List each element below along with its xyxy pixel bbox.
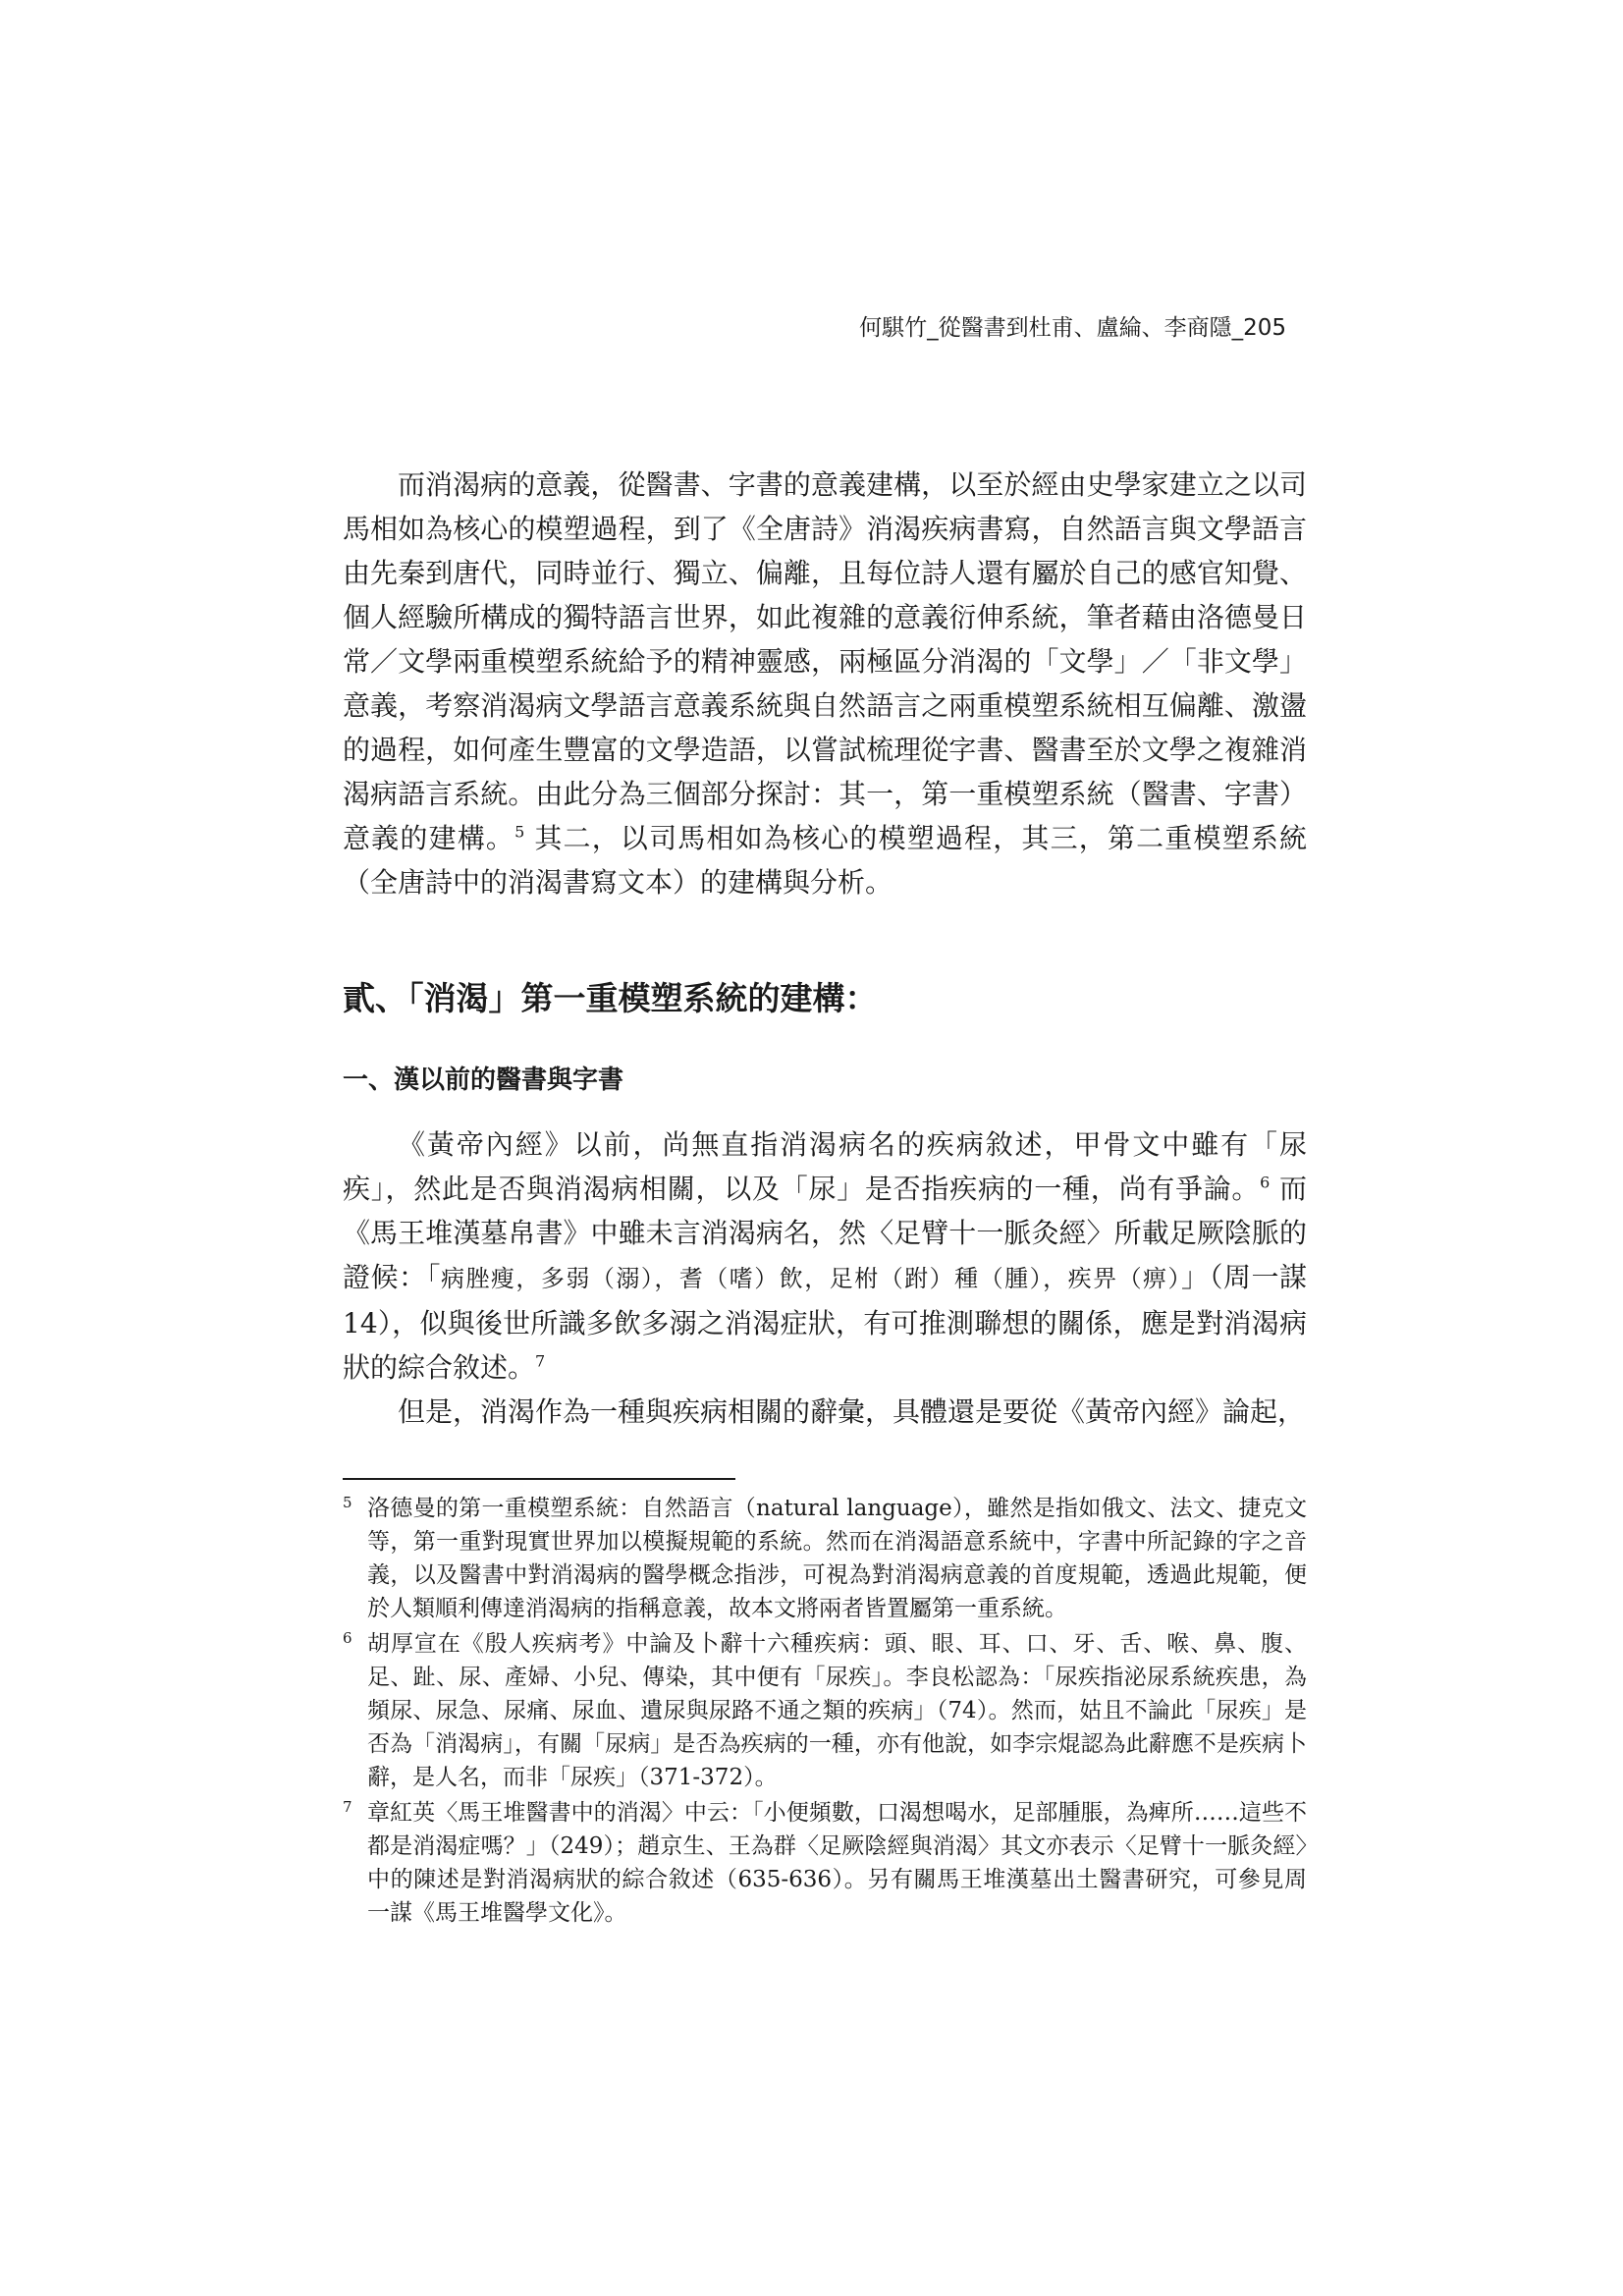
para2-text-b: 而《馬王堆漢墓帛書》中雖未言消渴病名，然〈足臂十一脈灸經〉所載足厥陰脈的證候：「 — [343, 1173, 1307, 1293]
intro-text-a: 而消渴病的意義，從醫書、字書的意義建構，以至於經由史學家建立之以司馬相如為核心的模塑過程，到了《全唐詩》消渴疾病書寫，自然語言與文學語言由先秦到唐代，同時並行、獨立、偏離，且每位詩人還有屬於自己的感官知覺、個人經驗所構成的獨特語言世界，如此複雜的意義衍伸系統，筆者藉由洛德曼日常／文學兩重模塑系統給予的精神靈感，兩極區分消渴的「文學」／「非文學」意義，考察消渴病文學語言意義系統與自然語言之兩重模塑系統相互偏離、激盪的過程，如何產生豐富的文學造語，以嘗試梳理從字書、醫書至於文學之複雜消渴病語言系統。由此分為三個部分探討：其一，第一重模塑系統（醫書、字書）意義的建構。 — [343, 468, 1307, 854]
para2-text-a: 《黃帝內經》以前，尚無直指消渴病名的疾病敘述，甲骨文中雖有「尿疾」，然此是否與消渴病相關，以及「尿」是否指疾病的一種，尚有爭論。 — [343, 1128, 1307, 1205]
footnote-number: 7 — [343, 1798, 352, 1816]
footnote-text: 章紅英〈馬王堆醫書中的消渴〉中云：「小便頻數，口渴想喝水，足部腫脹，為痺所……這些不都是消渴症嗎？」（249）；趙京生、王為群〈足厥陰經與消渴〉其文亦表示〈足臂十一脈灸經〉中的陳述是對消渴病狀的綜合敘述（635-636）。另有關馬王堆漢墓出土醫書研究，可參見周一謀《馬王堆醫學文化》。 — [367, 1800, 1307, 1926]
footnote-divider — [343, 1478, 735, 1480]
section-heading: 貳、「消渴」第一重模塑系統的建構： — [343, 979, 878, 1017]
footnote-7 — [343, 1796, 1307, 1930]
para2-text-c: 」（周一謀 14），似與後世所識多飲多溺之消渴症狀，有可推測聯想的關係，應是對消渴病狀的綜合敘述。 — [343, 1261, 1307, 1384]
footnote-ref-6[interactable]: 6 — [1260, 1173, 1271, 1192]
footnote-ref-7[interactable]: 7 — [535, 1351, 546, 1371]
running-header: 何騏竹_從醫書到杜甫、盧綸、李商隱_205 — [859, 315, 1286, 341]
intro-text-b: 其二，以司馬相如為核心的模塑過程，其三，第二重模塑系統（全唐詩中的消渴書寫文本）的建構與分析。 — [343, 822, 1307, 899]
footnote-number: 6 — [343, 1629, 352, 1647]
footnote-text: 胡厚宣在《殷人疾病考》中論及卜辭十六種疾病：頭、眼、耳、口、牙、舌、喉、鼻、腹、足、趾、尿、產婦、小兒、傳染，其中便有「尿疾」。李良松認為：「尿疾指泌尿系統疾患，為頻尿、尿急、尿痛、尿血、遺尿與尿路不通之類的疾病」（74）。然而，姑且不論此「尿疾」是否為「消渴病」，有關「尿病」是否為疾病的一種，亦有他說，如李宗焜認為此辭應不是疾病卜辭，是人名，而非「尿疾」（371-372）。 — [367, 1631, 1307, 1790]
intro-block — [343, 463, 1307, 904]
footnotes — [343, 1492, 1307, 1932]
main-block — [343, 1122, 1307, 1434]
intro-paragraph — [343, 463, 1307, 904]
sub-heading: 一、漢以前的醫書與字書 — [343, 1066, 624, 1095]
footnote-6 — [343, 1627, 1307, 1794]
footnote-number: 5 — [343, 1494, 352, 1511]
footnote-ref-5[interactable]: 5 — [514, 822, 525, 842]
classical-quote: 病脞瘦，多弱（溺），耆（嗜）飲，足柎（跗）種（腫），疾畀（痹） — [440, 1265, 1182, 1292]
paragraph-2 — [343, 1122, 1307, 1390]
footnote-5 — [343, 1492, 1307, 1625]
paragraph-3: 但是，消渴作為一種與疾病相關的辭彙，具體還是要從《黃帝內經》論起， — [398, 1395, 1306, 1428]
footnote-text: 洛德曼的第一重模塑系統：自然語言（natural language），雖然是指如俄文、法文、捷克文等，第一重對現實世界加以模擬規範的系統。然而在消渴語意系統中，字書中所記錄的字之音義，以及醫書中對消渴病的醫學概念指涉，可視為對消渴病意義的首度規範，透過此規範，便於人類順利傳達消渴病的指稱意義，故本文將兩者皆置屬第一重系統。 — [367, 1496, 1307, 1621]
